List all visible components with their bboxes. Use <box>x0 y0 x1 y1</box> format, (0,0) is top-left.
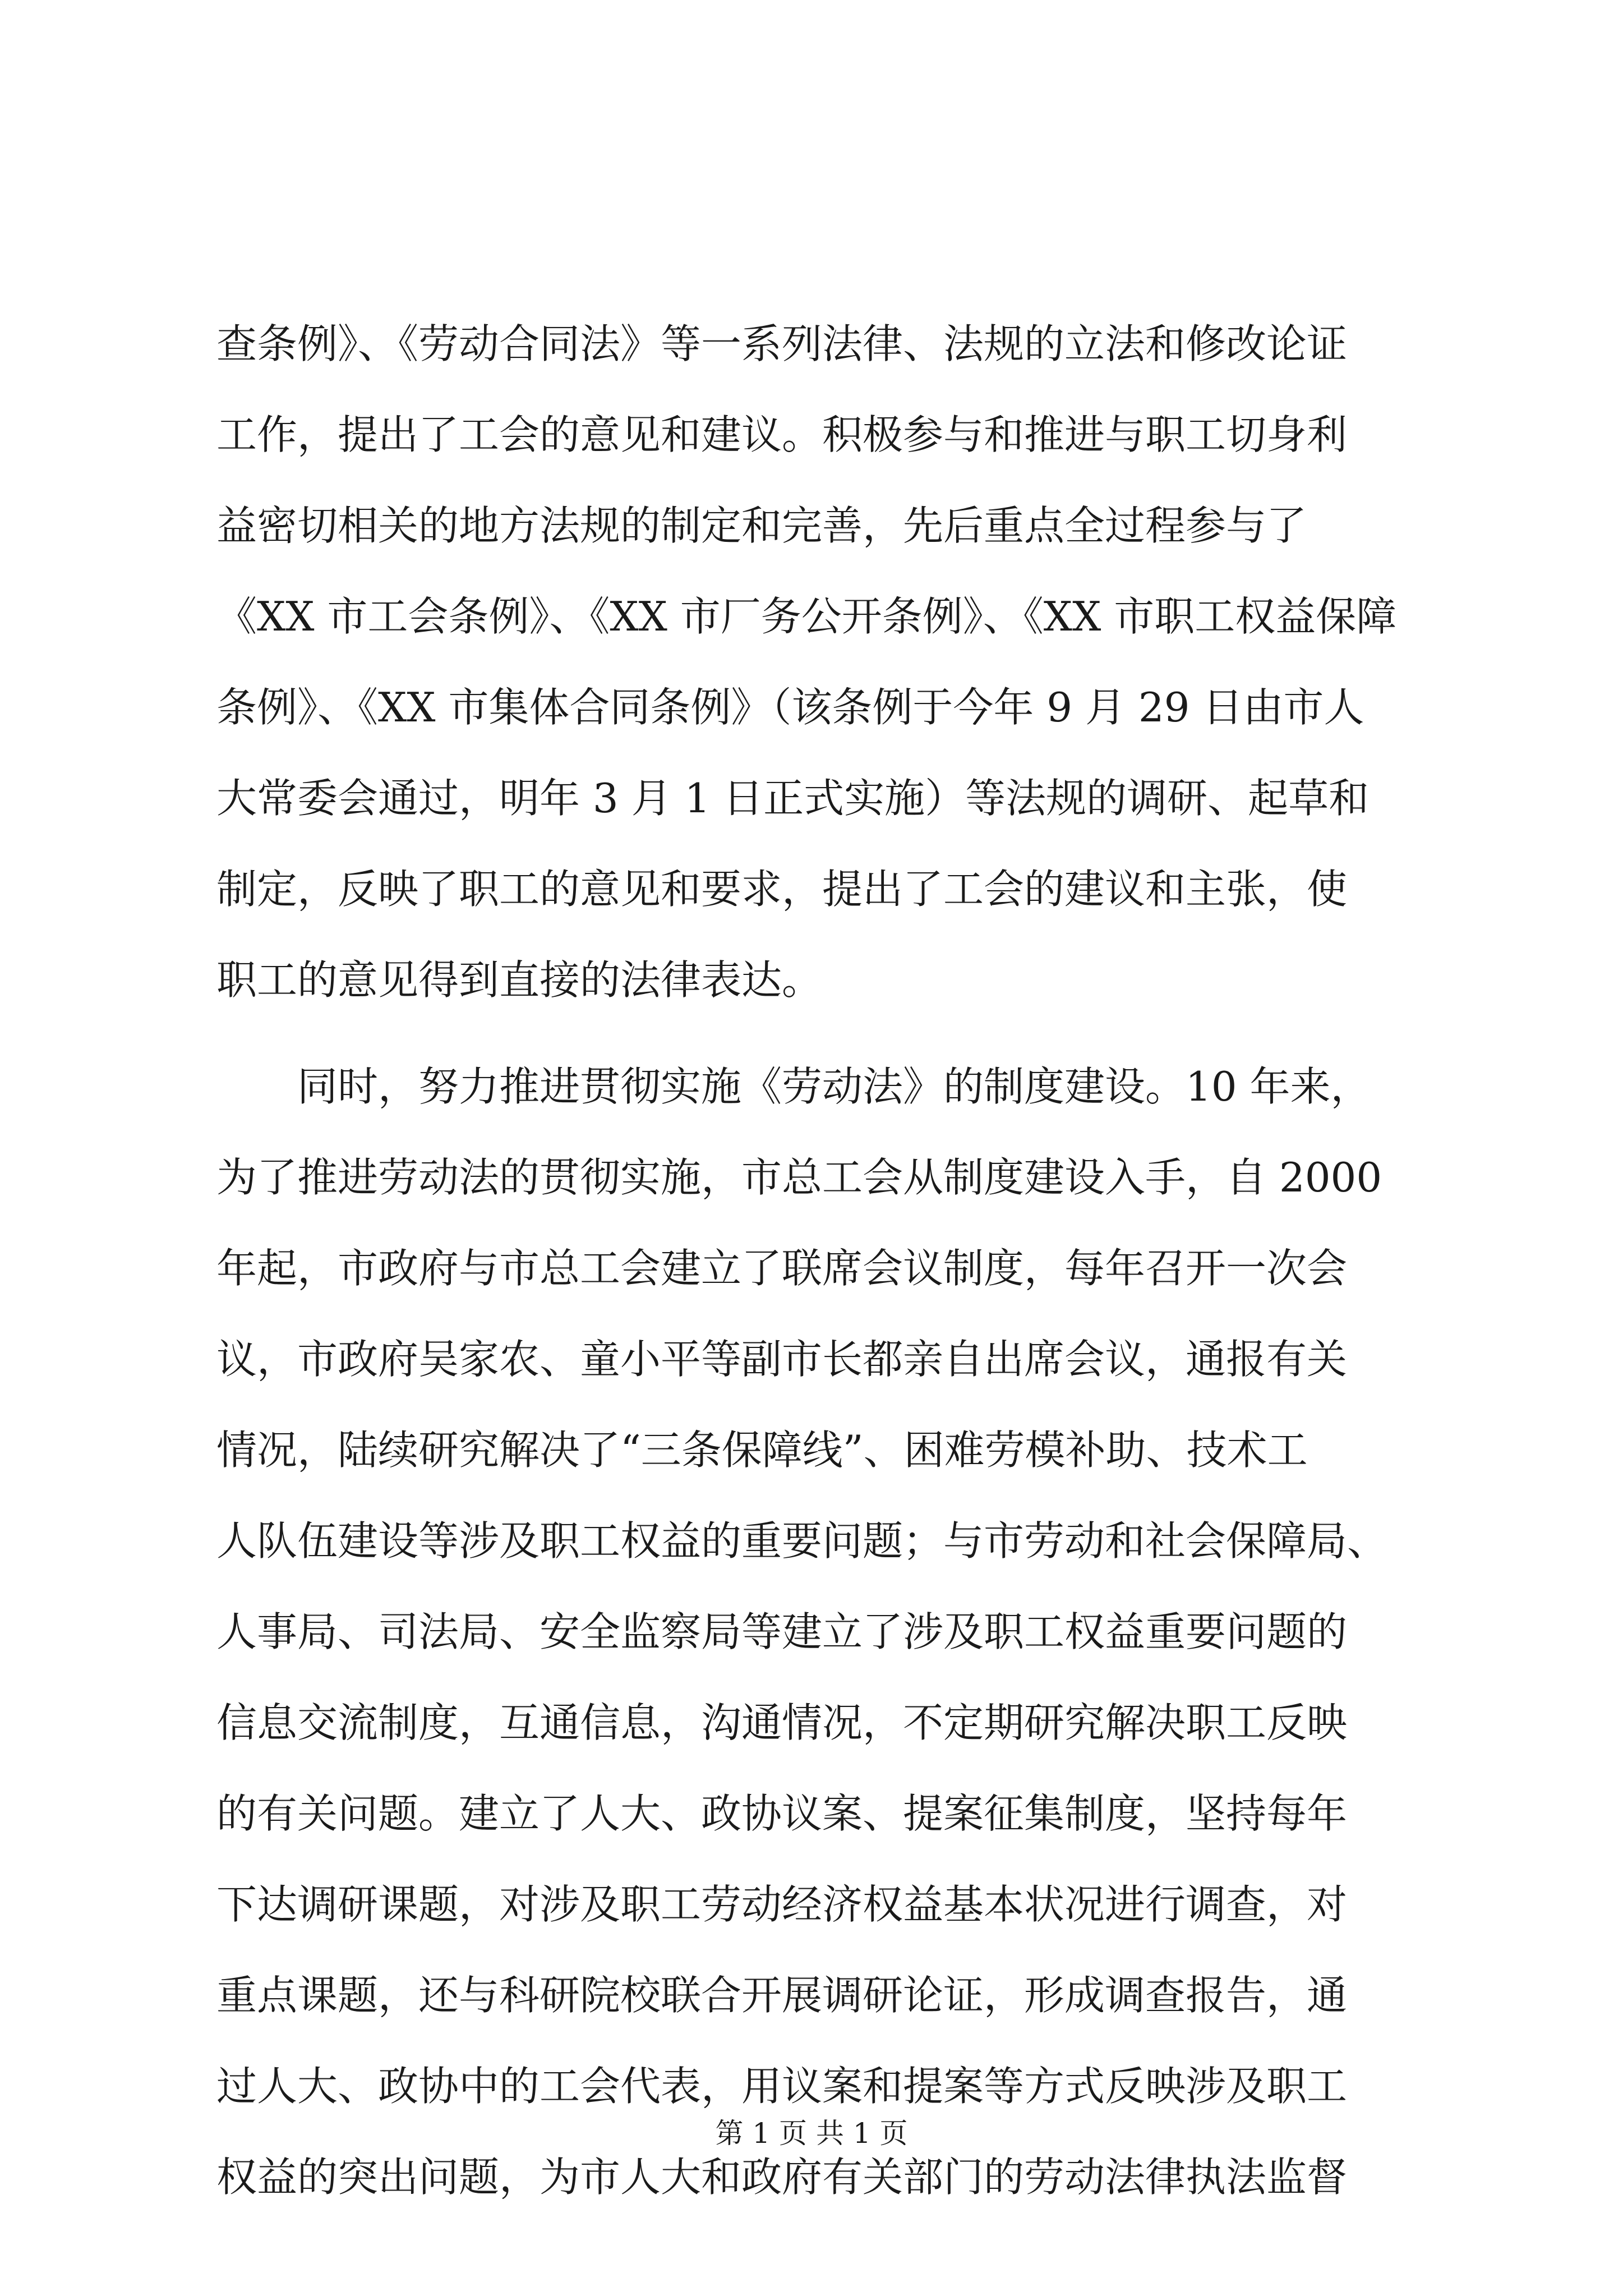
text-line: 议，市政府吴家农、童小平等副市长都亲自出席会议，通报有关 <box>216 1336 1348 1383</box>
text-line: 情况，陆续研究解决了“三条保障线”、困难劳模补助、技术工 <box>216 1427 1308 1474</box>
text-line: 同时，努力推进贯彻实施《劳动法》的制度建设。10 年来， <box>216 1063 1371 1110</box>
page-footer <box>0 2114 1623 2153</box>
text-line: 查条例》、《劳动合同法》等一系列法律、法规的立法和修改论证 <box>216 320 1348 367</box>
text-line: 年起，市政府与市总工会建立了联席会议制度，每年召开一次会 <box>216 1245 1348 1292</box>
text-line: 工作，提出了工会的意见和建议。积极参与和推进与职工切身利 <box>216 411 1348 458</box>
text-line: 权益的突出问题，为市人大和政府有关部门的劳动法律执法监督 <box>216 2154 1348 2201</box>
paragraph-2 <box>216 1041 1417 2223</box>
text-line: 益密切相关的地方法规的制定和完善，先后重点全过程参与了 <box>216 502 1307 549</box>
text-line: 下达调研课题，对涉及职工劳动经济权益基本状况进行调查，对 <box>216 1881 1348 1928</box>
text-line: 人队伍建设等涉及职工权益的重要问题；与市劳动和社会保障局、 <box>216 1517 1388 1565</box>
text-line: 职工的意见得到直接的法律表达。 <box>216 956 823 1004</box>
text-line: 信息交流制度，互通信息，沟通情况，不定期研究解决职工反映 <box>216 1699 1348 1746</box>
text-line: 的有关问题。建立了人大、政协议案、提案征集制度，坚持每年 <box>216 1790 1348 1837</box>
text-line: 条例》、《XX 市集体合同条例》（该条例于今年 9 月 29 日由市人 <box>216 684 1364 731</box>
paragraph-1 <box>216 298 1417 1025</box>
text-line: 过人大、政协中的工会代表，用议案和提案等方式反映涉及职工 <box>216 2063 1348 2110</box>
text-line: 大常委会通过，明年 3 月 1 日正式实施）等法规的调研、起草和 <box>216 775 1370 822</box>
document-body <box>216 298 1417 2223</box>
text-line: 为了推进劳动法的贯彻实施，市总工会从制度建设入手，自 2000 <box>216 1154 1382 1201</box>
page-number-label: 第 1 页 共 1 页 <box>715 2117 908 2150</box>
text-line: 重点课题，还与科研院校联合开展调研论证，形成调查报告，通 <box>216 1972 1348 2019</box>
text-line: 人事局、司法局、安全监察局等建立了涉及职工权益重要问题的 <box>216 1608 1348 1655</box>
text-line: 制定，反映了职工的意见和要求，提出了工会的建议和主张，使 <box>216 866 1348 913</box>
text-line: 《XX 市工会条例》、《XX 市厂务公开条例》、《XX 市职工权益保障 <box>216 593 1397 640</box>
